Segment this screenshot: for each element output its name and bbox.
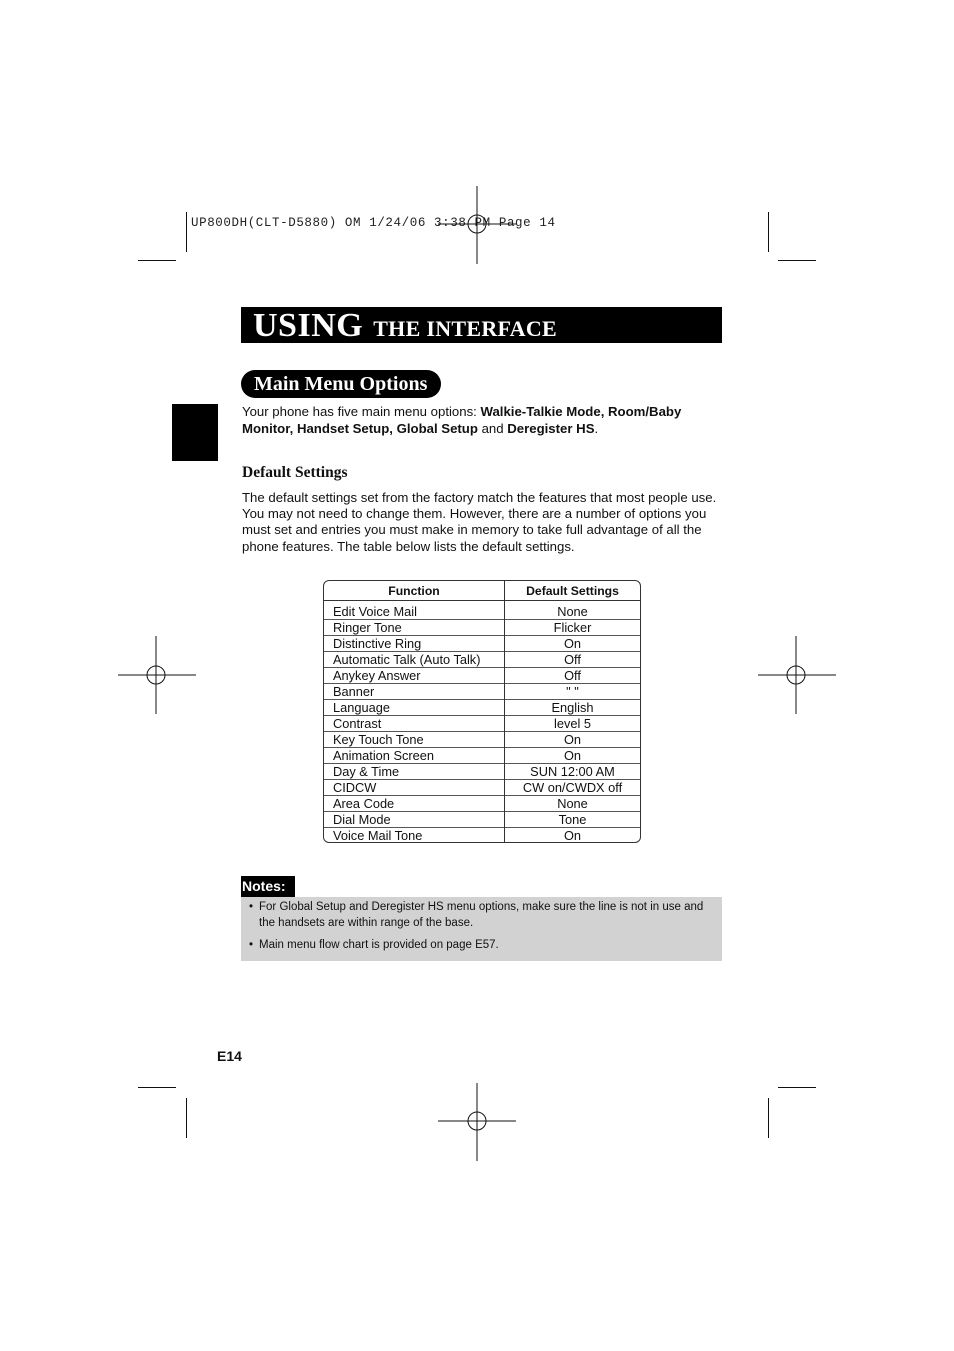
default-settings-heading: Default Settings [242,464,348,481]
function-cell: Banner [324,684,505,700]
function-cell: Ringer Tone [324,620,505,636]
table-row [324,652,640,668]
default-value-cell: Tone [505,812,641,828]
default-value-cell: SUN 12:00 AM [505,764,641,780]
function-cell: Contrast [324,716,505,732]
bullet-icon: • [249,939,254,951]
default-value-cell: On [505,636,641,652]
table-row [324,601,640,620]
registration-mark-top [438,186,516,264]
table-row [324,620,640,636]
column-header-default-settings: Default Settings [505,581,641,601]
page-number: E14 [217,1048,242,1064]
function-cell: CIDCW [324,780,505,796]
notes-label: Notes: [241,876,295,897]
default-settings-table [323,580,641,843]
function-cell: Area Code [324,796,505,812]
table-row [324,716,640,732]
function-cell: Day & Time [324,764,505,780]
table-row [324,780,640,796]
default-value-cell: " " [505,684,641,700]
side-thumb-tab [172,404,218,461]
table-row [324,812,640,828]
function-cell: Language [324,700,505,716]
intro-paragraph [242,404,722,437]
intro-joiner: and [477,420,508,436]
table-row [324,732,640,748]
function-cell: Animation Screen [324,748,505,764]
default-value-cell: None [505,796,641,812]
chapter-title-using: USING [253,307,364,344]
note-text: For Global Setup and Deregister HS menu options, make sure the line is not in use and the handsets are within range of the base. [259,901,704,929]
registration-mark-right [758,636,836,714]
function-cell: Edit Voice Mail [324,601,505,620]
intro-lead: Your phone has five main menu options: [242,404,481,419]
table-row [324,764,640,780]
function-cell: Anykey Answer [324,668,505,684]
function-cell: Key Touch Tone [324,732,505,748]
column-header-function: Function [324,581,505,601]
note-text: Main menu flow chart is provided on page E57. [259,939,499,951]
default-value-cell: Flicker [505,620,641,636]
function-cell: Voice Mail Tone [324,828,505,844]
function-cell: Distinctive Ring [324,636,505,652]
default-value-cell: English [505,700,641,716]
print-header: UP800DH(CLT-D5880) OM 1/24/06 3:38 PM Page 14 [191,216,556,230]
notes-box [241,897,722,961]
default-value-cell: On [505,828,641,844]
bullet-icon: • [249,901,254,913]
section-heading: Main Menu Options [241,370,441,398]
default-value-cell: level 5 [505,716,641,732]
note-item [249,900,708,931]
intro-options-bold: Walkie-Talkie Mode, Room/Baby Monitor, Handset Setup, Global Setup [242,404,682,436]
default-value-cell: Off [505,652,641,668]
table-row [324,796,640,812]
registration-mark-bottom [438,1083,516,1161]
default-value-cell: None [557,604,588,619]
table-row [324,748,640,764]
table-row [324,668,640,684]
function-cell: Automatic Talk (Auto Talk) [324,652,505,668]
chapter-title-interface: THE INTERFACE [373,316,558,341]
intro-deregister-bold: Deregister HS [507,420,595,436]
note-item [249,938,708,954]
chapter-title-bar [241,307,722,343]
function-cell: Dial Mode [324,812,505,828]
registration-mark-left [118,636,196,714]
intro-end: . [594,420,599,436]
default-value-cell: On [505,732,641,748]
default-settings-body: The default settings set from the factory match the features that most people use. You may not need to change them. However, there are a number of options you must set and entries you must make in memory to take full advantage of all the phone features. The table below lists the default settings. [242,490,717,554]
table-row [324,636,640,652]
table-row [324,700,640,716]
default-value-cell: Off [505,668,641,684]
table-row [324,828,640,844]
default-value-cell: On [505,748,641,764]
default-value-cell: CW on/CWDX off [505,780,641,796]
table-row [324,684,640,700]
